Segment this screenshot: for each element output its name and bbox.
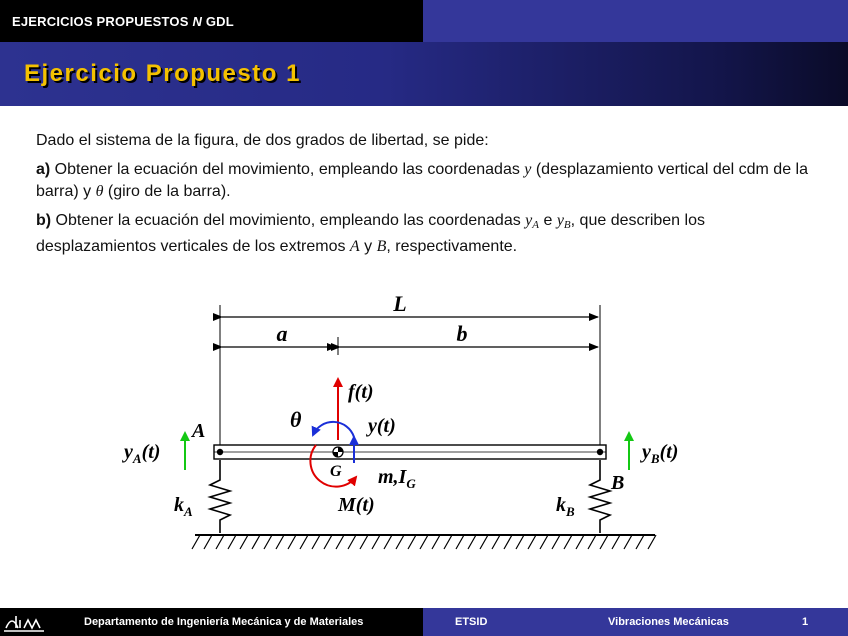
footer-page-number: 1 <box>802 616 809 628</box>
department-logo-icon <box>2 610 46 634</box>
spring-A <box>210 460 230 533</box>
footer-course: Vibraciones Mecánicas <box>608 616 729 628</box>
label-m-sub: G <box>406 476 416 491</box>
footer-school: ETSID <box>455 616 488 628</box>
label-kB-var: k <box>556 494 566 516</box>
spring-B <box>590 460 610 533</box>
title-bar <box>0 42 848 106</box>
part-b-text2: e <box>539 212 557 229</box>
var-ya: y <box>525 212 533 229</box>
slide-title: Ejercicio Propuesto 1 <box>24 60 301 87</box>
var-yb-sub: B <box>563 219 571 231</box>
label-A: A <box>192 420 206 442</box>
var-y: y <box>524 161 532 178</box>
label-yB-sub: B <box>650 451 660 466</box>
part-b-paragraph <box>36 210 816 258</box>
rotation-theta-arrow <box>313 422 354 437</box>
footer-department: Departamento de Ingeniería Mecánica y de Materiales <box>84 616 364 628</box>
part-a-label: a) <box>36 161 51 178</box>
top-header-right <box>423 0 848 42</box>
part-b-text1: Obtener la ecuación del movimiento, empleando las coordenadas <box>51 212 526 229</box>
section-label-suffix: GDL <box>202 14 234 29</box>
part-b-text4: y <box>359 238 377 255</box>
label-G: G <box>330 463 342 480</box>
label-kA-var: k <box>174 494 184 516</box>
label-L: L <box>393 291 407 316</box>
point-A-dot <box>217 449 223 455</box>
var-B: B <box>376 238 387 255</box>
label-mass-inertia <box>378 466 416 491</box>
label-kB <box>556 494 575 519</box>
part-a-text3: (giro de la barra). <box>103 183 231 200</box>
label-B: B <box>611 472 625 494</box>
label-kA-sub: A <box>184 504 193 519</box>
label-yB <box>640 441 678 466</box>
point-B-dot <box>597 449 603 455</box>
label-y: y(t) <box>368 415 396 437</box>
label-b: b <box>456 321 468 346</box>
part-b-text3: , que describen los desplazamientos verticales de los extremos <box>36 212 705 255</box>
label-yA-t: (t) <box>141 441 161 463</box>
var-yb: y <box>556 212 564 229</box>
section-label-prefix: EJERCICIOS PROPUESTOS <box>12 14 193 29</box>
label-yB-t: (t) <box>659 441 679 463</box>
var-A: A <box>349 238 360 255</box>
footer-bar <box>0 608 848 636</box>
var-ya-sub: A <box>532 219 540 231</box>
part-a-text2: (desplazamiento vertical del cdm de la barra) y <box>36 161 808 200</box>
intro-paragraph: Dado el sistema de la figura, de dos grados de libertad, se pide: <box>36 132 489 149</box>
label-f: f(t) <box>348 381 374 403</box>
label-m: m,I <box>378 466 407 488</box>
section-label-var: N <box>192 14 203 29</box>
label-yA-var: y <box>124 441 133 463</box>
mechanical-system-figure <box>110 285 690 555</box>
part-b-text5: , respectivamente. <box>386 238 518 255</box>
slide-body <box>36 130 816 265</box>
label-kA <box>174 494 193 519</box>
label-theta: θ <box>290 407 302 432</box>
part-a-text1: Obtener la ecuación del movimiento, empleando las coordenadas <box>50 161 525 178</box>
label-yA-sub: A <box>132 451 142 466</box>
ground-hatching <box>192 535 656 549</box>
label-yA <box>122 441 160 466</box>
label-M: M(t) <box>338 494 375 516</box>
part-b-label: b) <box>36 212 52 229</box>
label-a: a <box>276 321 288 346</box>
label-yB-var: y <box>642 441 651 463</box>
label-kB-sub: B <box>566 504 575 519</box>
var-theta: θ <box>95 183 104 200</box>
part-a-paragraph <box>36 159 816 203</box>
section-label <box>12 14 234 29</box>
top-header-bar <box>0 0 848 42</box>
